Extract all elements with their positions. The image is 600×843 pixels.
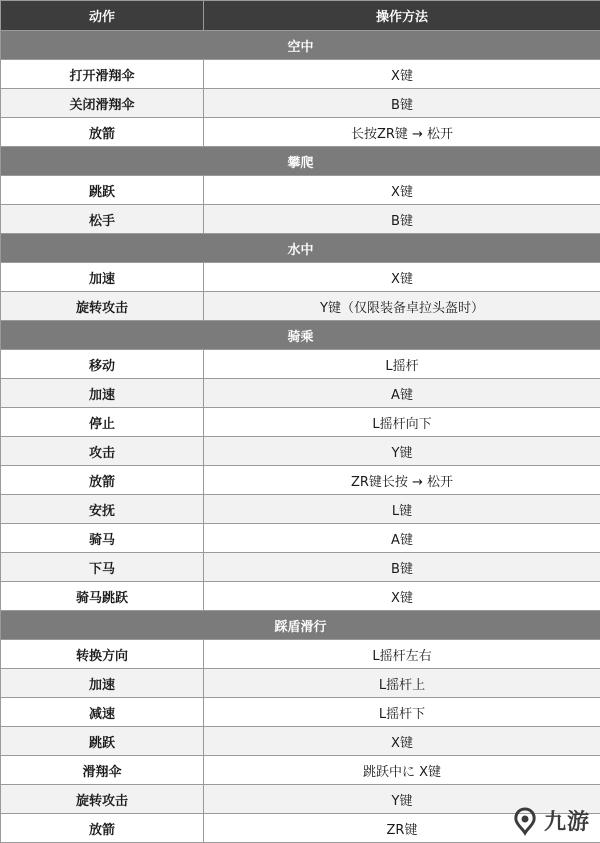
watermark-text: 九游 bbox=[544, 805, 590, 836]
method-cell: L摇杆 bbox=[204, 350, 600, 379]
table-row bbox=[1, 118, 600, 147]
method-cell: X键 bbox=[204, 263, 600, 292]
method-cell: Y键 bbox=[204, 785, 600, 814]
action-cell: 下马 bbox=[1, 553, 204, 582]
table-row bbox=[1, 727, 600, 756]
action-cell: 移动 bbox=[1, 350, 204, 379]
action-cell: 停止 bbox=[1, 408, 204, 437]
action-cell: 关闭滑翔伞 bbox=[1, 89, 204, 118]
action-cell: 攻击 bbox=[1, 437, 204, 466]
method-cell: B键 bbox=[204, 89, 600, 118]
action-cell: 打开滑翔伞 bbox=[1, 60, 204, 89]
method-cell: A键 bbox=[204, 524, 600, 553]
table-row bbox=[1, 669, 600, 698]
table-header-row bbox=[1, 1, 600, 31]
action-cell: 减速 bbox=[1, 698, 204, 727]
table-row bbox=[1, 495, 600, 524]
method-cell: X键 bbox=[204, 727, 600, 756]
table-row bbox=[1, 379, 600, 408]
method-cell: X键 bbox=[204, 60, 600, 89]
action-cell: 跳跃 bbox=[1, 176, 204, 205]
table-row bbox=[1, 582, 600, 611]
action-cell: 骑马跳跃 bbox=[1, 582, 204, 611]
section-row bbox=[1, 611, 600, 640]
table-row bbox=[1, 60, 600, 89]
table-row bbox=[1, 524, 600, 553]
table-row bbox=[1, 466, 600, 495]
table-row bbox=[1, 640, 600, 669]
action-cell: 转换方向 bbox=[1, 640, 204, 669]
section-title: 骑乘 bbox=[1, 321, 600, 350]
action-cell: 松手 bbox=[1, 205, 204, 234]
section-title: 水中 bbox=[1, 234, 600, 263]
method-cell: L摇杆向下 bbox=[204, 408, 600, 437]
method-cell: L摇杆下 bbox=[204, 698, 600, 727]
method-cell: 跳跃中に X键 bbox=[204, 756, 600, 785]
method-cell: B键 bbox=[204, 205, 600, 234]
watermark bbox=[510, 805, 590, 836]
table-row bbox=[1, 698, 600, 727]
action-cell: 安抚 bbox=[1, 495, 204, 524]
section-title: 踩盾滑行 bbox=[1, 611, 600, 640]
section-row bbox=[1, 147, 600, 176]
section-title: 攀爬 bbox=[1, 147, 600, 176]
header-method: 操作方法 bbox=[204, 1, 600, 31]
table-row bbox=[1, 756, 600, 785]
table-row bbox=[1, 408, 600, 437]
section-row bbox=[1, 234, 600, 263]
section-row bbox=[1, 31, 600, 60]
table-row bbox=[1, 437, 600, 466]
method-cell: ZR键 bbox=[204, 814, 600, 843]
action-cell: 跳跃 bbox=[1, 727, 204, 756]
method-cell: 长按ZR键 → 松开 bbox=[204, 118, 600, 147]
method-cell: X键 bbox=[204, 582, 600, 611]
method-cell: L摇杆上 bbox=[204, 669, 600, 698]
action-cell: 加速 bbox=[1, 669, 204, 698]
method-cell: A键 bbox=[204, 379, 600, 408]
table-row bbox=[1, 263, 600, 292]
method-cell: Y键 bbox=[204, 437, 600, 466]
action-cell: 放箭 bbox=[1, 814, 204, 843]
table-row bbox=[1, 176, 600, 205]
method-cell: ZR键长按 → 松开 bbox=[204, 466, 600, 495]
section-row bbox=[1, 321, 600, 350]
table-row bbox=[1, 89, 600, 118]
action-cell: 旋转攻击 bbox=[1, 292, 204, 321]
section-title: 空中 bbox=[1, 31, 600, 60]
action-cell: 放箭 bbox=[1, 466, 204, 495]
jiuyou-logo-icon bbox=[510, 806, 540, 836]
action-cell: 滑翔伞 bbox=[1, 756, 204, 785]
table-row bbox=[1, 350, 600, 379]
method-cell: B键 bbox=[204, 553, 600, 582]
method-cell: X键 bbox=[204, 176, 600, 205]
table-row bbox=[1, 205, 600, 234]
table-body bbox=[1, 31, 600, 843]
method-cell: L摇杆左右 bbox=[204, 640, 600, 669]
header-action: 动作 bbox=[1, 1, 204, 31]
action-cell: 骑马 bbox=[1, 524, 204, 553]
action-cell: 加速 bbox=[1, 379, 204, 408]
action-cell: 加速 bbox=[1, 263, 204, 292]
action-cell: 旋转攻击 bbox=[1, 785, 204, 814]
table-row bbox=[1, 292, 600, 321]
method-cell: L键 bbox=[204, 495, 600, 524]
action-cell: 放箭 bbox=[1, 118, 204, 147]
table-row bbox=[1, 553, 600, 582]
method-cell: Y键（仅限装备卓拉头盔时） bbox=[204, 292, 600, 321]
